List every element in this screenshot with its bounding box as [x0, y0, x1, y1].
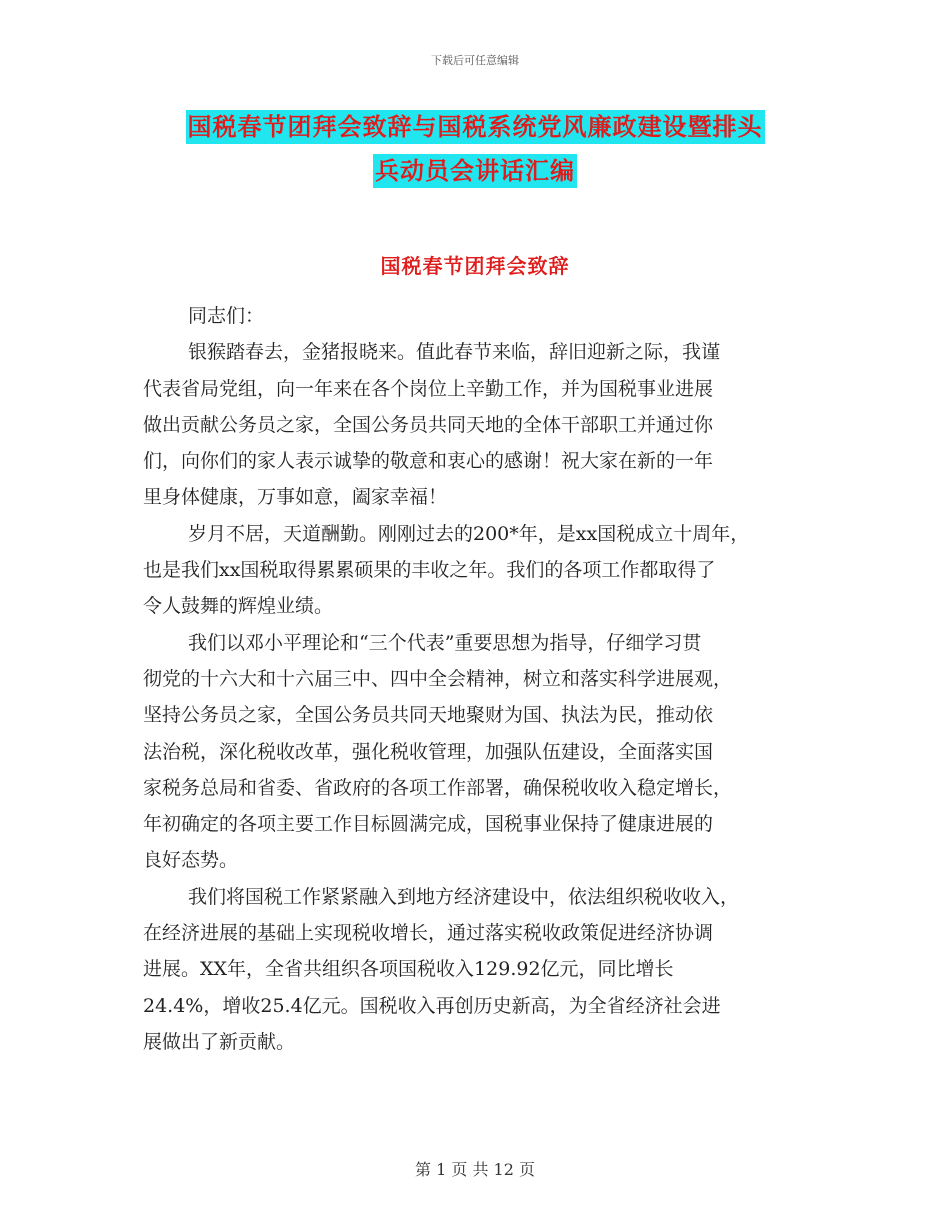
paragraph-line: 岁月不居，天道酬勤。刚刚过去的200*年，是xx国税成立十周年， [188, 522, 750, 545]
document-title-line-2: 兵动员会讲话汇编 [373, 154, 577, 188]
paragraph-line: 做出贡献公务员之家，全国公务员共同天地的全体干部职工并通过你 [143, 413, 714, 436]
paragraph-line: 家税务总局和省委、省政府的各项工作部署，确保税收收入稳定增长， [143, 776, 733, 799]
paragraph-2 [143, 516, 833, 625]
paragraph-line: 进展。XX年，全省共组织各项国税收入129.92亿元，同比增长 [143, 958, 674, 981]
paragraph-line: 我们将国税工作紧紧融入到地方经济建设中，依法组织税收收入， [188, 885, 740, 908]
paragraph-line: 良好态势。 [143, 849, 239, 872]
page-header-note: 下载后可任意编辑 [431, 54, 519, 67]
paragraph-1 [143, 334, 833, 515]
paragraph-line: 彻党的十六大和十六届三中、四中全会精神，树立和落实科学进展观， [143, 667, 733, 690]
paragraph-line: 们，向你们的家人表示诚挚的敬意和衷心的感谢！祝大家在新的一年 [143, 450, 714, 473]
paragraph-line: 我们以邓小平理论和“三个代表”重要思想为指导，仔细学习贯 [188, 631, 702, 654]
document-title-line-1: 国税春节团拜会致辞与国税系统党风廉政建设暨排头 [186, 110, 765, 144]
paragraph-line: 展做出了新贡献。 [143, 1030, 296, 1053]
paragraph-line: 法治税，深化税收改革，强化税收管理，加强队伍建设，全面落实国 [143, 740, 714, 763]
paragraph-line: 年初确定的各项主要工作目标圆满完成，国税事业保持了健康进展的 [143, 813, 714, 836]
paragraph-line: 令人鼓舞的辉煌业绩。 [143, 595, 334, 618]
paragraph-line: 在经济进展的基础上实现税收增长，通过落实税收政策促进经济协调 [143, 922, 714, 945]
paragraph-3 [143, 625, 833, 879]
paragraph-4 [143, 879, 833, 1060]
paragraph-line: 银猴踏春去，金猪报晓来。值此春节来临，辞旧迎新之际，我谨 [188, 341, 721, 364]
page-number: 第 1 页 共 12 页 [415, 1160, 535, 1179]
paragraph-line: 也是我们xx国税取得累累硕果的丰收之年。我们的各项工作都取得了 [143, 559, 716, 582]
paragraph-line: 里身体健康，万事如意，阖家幸福！ [143, 486, 448, 509]
section-title: 国税春节团拜会致辞 [380, 254, 570, 278]
paragraph-line: 代表省局党组，向一年来在各个岗位上辛勤工作，并为国税事业进展 [143, 377, 714, 400]
paragraph-line: 24.4%，增收25.4亿元。国税收入再创历史新高，为全省经济社会进 [143, 994, 721, 1017]
paragraph-line: 坚持公务员之家，全国公务员共同天地聚财为国、执法为民，推动依 [143, 704, 714, 727]
document-body [143, 298, 833, 1060]
document-title [0, 110, 950, 188]
salutation: 同志们： [188, 305, 265, 327]
